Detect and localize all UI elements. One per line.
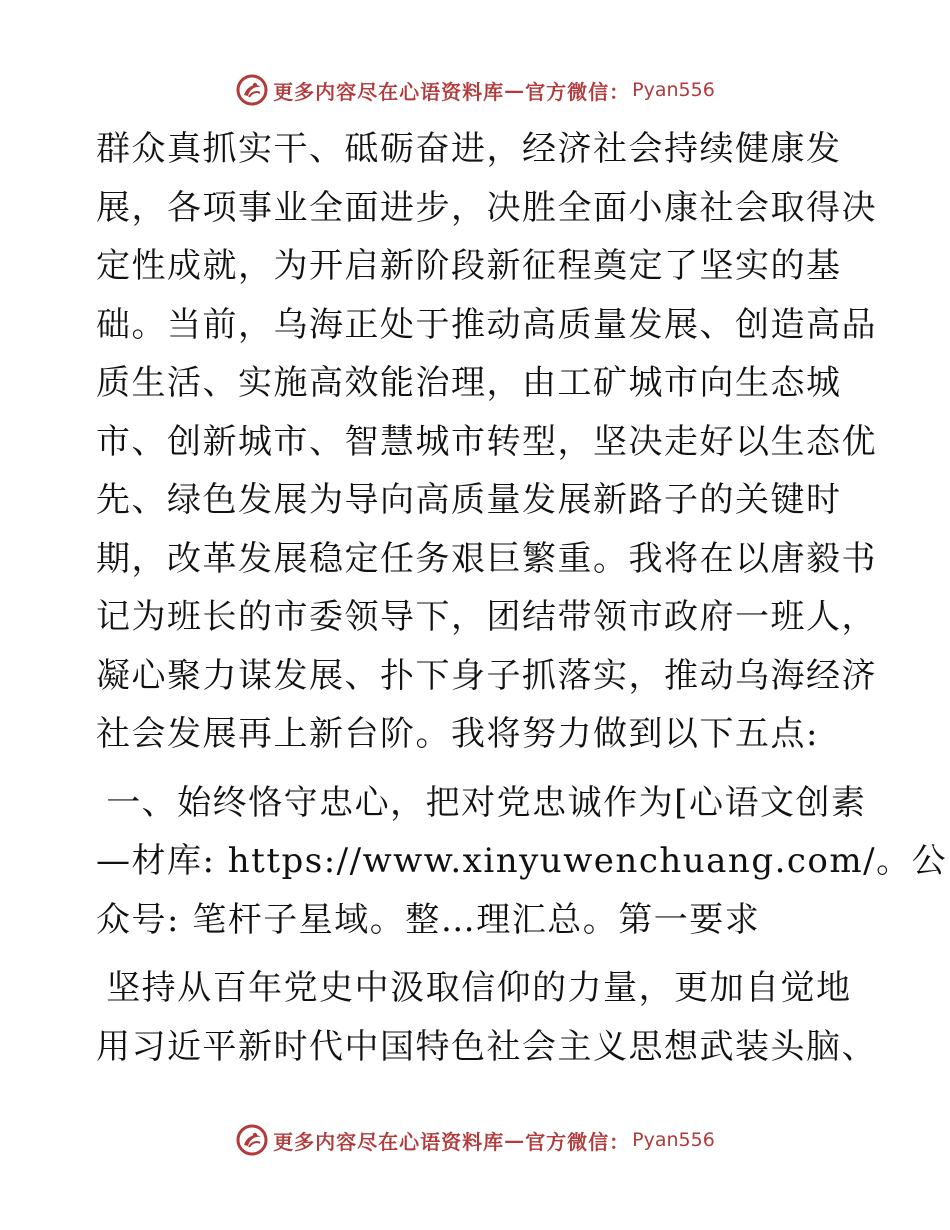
watermark-dash: —	[504, 1128, 526, 1152]
wechat-label: 官方微信：	[525, 79, 631, 104]
watermark-text: 更多内容尽在心语资料库	[273, 1129, 505, 1154]
text-line: 凝心聚力谋发展、扑下身子抓落实，推动乌海经济	[96, 655, 877, 696]
wechat-id: Pyan556	[632, 79, 715, 101]
text-line: 展，各项事业全面进步，决胜全面小康社会取得决	[96, 187, 877, 228]
text-line: 先、绿色发展为导向高质量发展新路子的关键时	[96, 480, 842, 520]
text-line: 用习近平新时代中国特色社会主义思想武装头脑、	[96, 1026, 877, 1067]
paragraph-2	[96, 774, 948, 950]
text-line: 市、创新城市、智慧城市转型，坚决走好以生态优	[96, 421, 877, 462]
text-line: 社会发展再上新台阶。我将努力做到以下五点:	[96, 714, 819, 754]
document-body	[96, 120, 948, 1076]
text-line: 质生活、实施高效能治理，由工矿城市向生态城	[96, 363, 842, 403]
paragraph-3	[96, 959, 877, 1076]
swirl-logo-icon	[235, 1123, 269, 1157]
swirl-logo-icon	[235, 73, 269, 107]
text-line: 坚持从百年党史中汲取信仰的力量，更加自觉地	[106, 968, 852, 1008]
text-line: 定性成就，为开启新阶段新征程奠定了坚实的基	[96, 246, 842, 286]
text-line: 一、始终恪守忠心，把对党忠诚作为[心语文创素	[106, 782, 867, 823]
text-line: 众号: 笔杆子星域。整…理汇总。第一要求	[96, 899, 761, 940]
wechat-label: 官方微信：	[525, 1129, 631, 1154]
text-line: —材库: https://www.xinyuwenchuang.com/。公	[96, 841, 948, 881]
watermark-text: 更多内容尽在心语资料库	[273, 79, 505, 104]
text-line: 期，改革发展稳定任务艰巨繁重。我将在以唐毅书	[96, 538, 877, 579]
text-line: 群众真抓实干、砥砺奋进，经济社会持续健康发	[96, 129, 842, 169]
watermark-dash: —	[504, 78, 526, 102]
wechat-id: Pyan556	[632, 1129, 715, 1151]
paragraph-1	[96, 120, 877, 764]
footer-watermark	[0, 1120, 950, 1160]
text-line: 记为班长的市委领导下，团结带领市政府一班人，	[96, 597, 877, 637]
header-watermark	[0, 70, 950, 110]
text-line: 础。当前，乌海正处于推动高质量发展、创造高品	[96, 304, 877, 345]
